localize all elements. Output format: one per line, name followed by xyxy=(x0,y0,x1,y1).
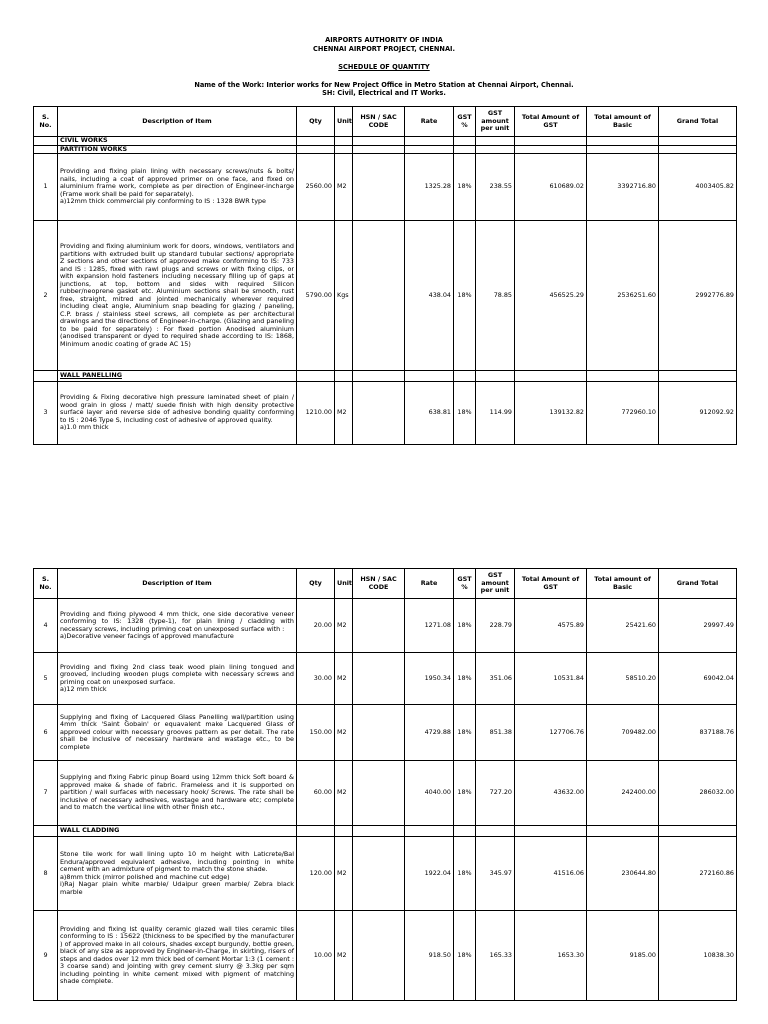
item-description: Providing and fixing plain lining with necessary screws/nuts & bolts/ nails, including a coat of approved primer on one face, and fixed on aluminium frame work, complete as per direction of Engineer-incharge (Frame work shall be paid for separately). a)12mm thick commercial ply conforming to IS : 1328 BWR type xyxy=(58,154,297,221)
item-grand-total: 272160.86 xyxy=(659,837,737,911)
item-gst-amt: 345.97 xyxy=(476,837,515,911)
item-gst-amt: 114.99 xyxy=(476,382,515,445)
item-gst-amt: 228.79 xyxy=(476,599,515,653)
table-row xyxy=(34,382,737,445)
item-gst-pct: 18% xyxy=(454,911,476,1001)
item-description: Providing and fixing plywood 4 mm thick, one side decorative veneer conforming to IS: 1328 (type-1), for plain lining / cladding with necessary screws, including priming coat on unexposed surface with : a)Decorative veneer facings of approved manufacture xyxy=(58,599,297,653)
item-total-gst: 41516.06 xyxy=(515,837,587,911)
col-rate: Rate xyxy=(405,107,454,137)
section-wall-cladding: WALL CLADDING xyxy=(58,826,297,837)
document-title: SCHEDULE OF QUANTITY xyxy=(338,63,430,72)
item-gst-pct: 18% xyxy=(454,761,476,826)
item-grand-total: 4003405.82 xyxy=(659,154,737,221)
item-total-gst: 139132.82 xyxy=(515,382,587,445)
item-hsn xyxy=(353,837,405,911)
item-total-gst: 127706.76 xyxy=(515,705,587,761)
item-grand-total: 912092.92 xyxy=(659,382,737,445)
item-hsn xyxy=(353,761,405,826)
project-name: CHENNAI AIRPORT PROJECT, CHENNAI. xyxy=(312,44,456,53)
col-hsn: HSN / SAC CODE xyxy=(353,107,405,137)
col-qty: Qty xyxy=(297,569,335,599)
item-total-gst: 10531.84 xyxy=(515,653,587,705)
item-total-basic: 230644.80 xyxy=(587,837,659,911)
col-hsn: HSN / SAC CODE xyxy=(353,569,405,599)
item-qty: 10.00 xyxy=(297,911,335,1001)
item-unit: M2 xyxy=(335,382,353,445)
item-hsn xyxy=(353,154,405,221)
item-gst-pct: 18% xyxy=(454,837,476,911)
table-row xyxy=(34,221,737,371)
col-qty: Qty xyxy=(297,107,335,137)
item-unit: M2 xyxy=(335,911,353,1001)
item-qty: 1210.00 xyxy=(297,382,335,445)
item-sno: 9 xyxy=(34,911,58,1001)
item-gst-pct: 18% xyxy=(454,221,476,371)
col-grand-total: Grand Total xyxy=(659,569,737,599)
document-header xyxy=(0,36,768,97)
section-row xyxy=(34,137,737,146)
item-rate: 1950.34 xyxy=(405,653,454,705)
item-hsn xyxy=(353,705,405,761)
item-sno: 7 xyxy=(34,761,58,826)
org-name: AIRPORTS AUTHORITY OF INDIA xyxy=(325,36,443,44)
item-description: Providing & Fixing decorative high pressure laminated sheet of plain / wood grain in gloss / matt/ suede finish with high density protective surface layer and reverse side of adhesive bonding quality conforming to IS : 2046 Type S, including cost of adhesive of approved quality. a)1.0 mm thick xyxy=(58,382,297,445)
section-row xyxy=(34,826,737,837)
col-gst-pct: GST % xyxy=(454,569,476,599)
col-total-basic: Total amount of Basic xyxy=(587,107,659,137)
section-civil-works: CIVIL WORKS xyxy=(58,137,297,146)
item-total-basic: 709482.00 xyxy=(587,705,659,761)
item-gst-pct: 18% xyxy=(454,653,476,705)
item-gst-amt: 238.55 xyxy=(476,154,515,221)
item-total-gst: 43632.00 xyxy=(515,761,587,826)
item-description: Supplying and fixing Fabric pinup Board using 12mm thick Soft board & approved make & shade of fabric. Frameless and it is supported on partition / wall surfaces with necessary hook/ Screws. The rate shall be inclusive of necessary adhesives, wastage and hardware etc; complete and to match the vertical line with other finish etc., xyxy=(58,761,297,826)
item-rate: 1271.08 xyxy=(405,599,454,653)
item-grand-total: 10838.30 xyxy=(659,911,737,1001)
col-gst-amt: GST amount per unit xyxy=(476,569,515,599)
table-row xyxy=(34,705,737,761)
boq-table-2 xyxy=(33,568,737,1001)
item-total-gst: 1653.30 xyxy=(515,911,587,1001)
item-sno: 1 xyxy=(34,154,58,221)
col-total-basic: Total amount of Basic xyxy=(587,569,659,599)
sub-head: SH: Civil, Electrical and IT Works. xyxy=(322,88,446,97)
section-row xyxy=(34,371,737,382)
table-row xyxy=(34,154,737,221)
item-rate: 1325.28 xyxy=(405,154,454,221)
col-unit: Unit xyxy=(335,569,353,599)
col-unit: Unit xyxy=(335,107,353,137)
item-unit: Kgs xyxy=(335,221,353,371)
col-gst-pct: GST % xyxy=(454,107,476,137)
item-qty: 20.00 xyxy=(297,599,335,653)
item-description: Supplying and fixing of Lacquered Glass Panelling wall/partition using 4mm thick 'Saint Gobain' or equavalent make Lacquered Glass of approved colour with necessary grooves pattern as per detail. The rate shall be inclusive of necessary hardware and wastage etc., to be complete xyxy=(58,705,297,761)
item-description: Providing and fixing Ist quality ceramic glazed wall tiles ceramic tiles conforming to IS : 15622 (thickness to be specified by the manufacturer ) of approved make in all colours, shades except burgundy, bottle green, black of any size as approved by Engineer-in-Charge, in skirting, risers of steps and dados over 12 mm thick bed of cement Mortar 1:3 (1 cement : 3 coarse sand) and jointing with grey cement slurry @ 3.3kg per sqm including pointing in white cement mixed with pigment of matching shade complete. xyxy=(58,911,297,1001)
item-grand-total: 286032.00 xyxy=(659,761,737,826)
item-grand-total: 2992776.89 xyxy=(659,221,737,371)
item-description: Stone tile work for wall lining upto 10 m height with Laticrete/Bal Endura/approved equivalent adhesive, including pointing in white cement with an admixture of pigment to match the stone shade. a)8mm thick (mirror polished and machine cut edge) i)Raj Nagar plain white marble/ Udaipur green marble/ Zebra black marble xyxy=(58,837,297,911)
item-total-basic: 772960.10 xyxy=(587,382,659,445)
col-sno: S. No. xyxy=(34,107,58,137)
item-total-gst: 456525.29 xyxy=(515,221,587,371)
col-grand-total: Grand Total xyxy=(659,107,737,137)
col-sno: S. No. xyxy=(34,569,58,599)
table-row xyxy=(34,599,737,653)
item-gst-pct: 18% xyxy=(454,382,476,445)
item-unit: M2 xyxy=(335,599,353,653)
item-total-basic: 58510.20 xyxy=(587,653,659,705)
item-gst-amt: 727.20 xyxy=(476,761,515,826)
col-gst-amt: GST amount per unit xyxy=(476,107,515,137)
col-total-gst: Total Amount of GST xyxy=(515,569,587,599)
item-total-basic: 9185.00 xyxy=(587,911,659,1001)
item-gst-amt: 165.33 xyxy=(476,911,515,1001)
col-rate: Rate xyxy=(405,569,454,599)
item-rate: 4729.88 xyxy=(405,705,454,761)
item-sno: 6 xyxy=(34,705,58,761)
item-sno: 3 xyxy=(34,382,58,445)
table-header-row xyxy=(34,107,737,137)
item-grand-total: 837188.76 xyxy=(659,705,737,761)
item-qty: 120.00 xyxy=(297,837,335,911)
boq-table-1 xyxy=(33,106,737,445)
item-qty: 150.00 xyxy=(297,705,335,761)
item-sno: 2 xyxy=(34,221,58,371)
item-hsn xyxy=(353,221,405,371)
col-desc: Description of Item xyxy=(58,569,297,599)
item-gst-pct: 18% xyxy=(454,154,476,221)
item-total-basic: 3392716.80 xyxy=(587,154,659,221)
item-total-basic: 2536251.60 xyxy=(587,221,659,371)
work-name: Name of the Work: Interior works for New Project Office in Metro Station at Chennai Airport, Chennai. xyxy=(194,80,574,89)
table-row xyxy=(34,911,737,1001)
item-total-gst: 4575.89 xyxy=(515,599,587,653)
item-sno: 4 xyxy=(34,599,58,653)
item-hsn xyxy=(353,653,405,705)
item-rate: 438.04 xyxy=(405,221,454,371)
table-row xyxy=(34,653,737,705)
item-gst-pct: 18% xyxy=(454,599,476,653)
item-rate: 638.81 xyxy=(405,382,454,445)
section-partition-works: PARTITION WORKS xyxy=(58,145,297,154)
item-unit: M2 xyxy=(335,653,353,705)
item-gst-amt: 78.85 xyxy=(476,221,515,371)
table-header-row xyxy=(34,569,737,599)
item-rate: 918.50 xyxy=(405,911,454,1001)
item-total-basic: 25421.60 xyxy=(587,599,659,653)
table-row xyxy=(34,761,737,826)
item-hsn xyxy=(353,599,405,653)
item-total-basic: 242400.00 xyxy=(587,761,659,826)
section-row xyxy=(34,145,737,154)
item-sno: 8 xyxy=(34,837,58,911)
col-total-gst: Total Amount of GST xyxy=(515,107,587,137)
item-unit: M2 xyxy=(335,761,353,826)
item-sno: 5 xyxy=(34,653,58,705)
item-total-gst: 610689.02 xyxy=(515,154,587,221)
item-unit: M2 xyxy=(335,705,353,761)
table-row xyxy=(34,837,737,911)
item-qty: 5790.00 xyxy=(297,221,335,371)
item-grand-total: 69042.04 xyxy=(659,653,737,705)
item-gst-amt: 851.38 xyxy=(476,705,515,761)
item-rate: 4040.00 xyxy=(405,761,454,826)
item-unit: M2 xyxy=(335,154,353,221)
item-hsn xyxy=(353,911,405,1001)
item-qty: 2560.00 xyxy=(297,154,335,221)
item-grand-total: 29997.49 xyxy=(659,599,737,653)
item-description: Providing and fixing aluminium work for doors, windows, ventilators and partitions with extruded built up standard tubular sections/ appropriate Z sections and other sections of approved make conforming to IS: 733 and IS : 1285, fixed with rawl plugs and screws or with fixing clips, or with expansion hold fasteners including necessary filling up of gaps at junctions, at top, bottom and sides with required Silicon rubber/neoprene gasket etc. Aluminium sections shall be smooth, rust free, straight, mitred and jointed mechanically wherever required including cleat angle, Aluminium snap beading for glazing / paneling, C.P. brass / stainless steel screws, all complete as per architectural drawings and the directions of Engineer-in-charge. (Glazing and paneling to be paid for separately) : For fixed portion Anodised aluminium (anodised transparent or dyed to required shade according to IS: 1868, Minimum anodic coating of grade AC 15) xyxy=(58,221,297,371)
col-desc: Description of Item xyxy=(58,107,297,137)
item-qty: 60.00 xyxy=(297,761,335,826)
item-unit: M2 xyxy=(335,837,353,911)
item-qty: 30.00 xyxy=(297,653,335,705)
item-hsn xyxy=(353,382,405,445)
item-gst-amt: 351.06 xyxy=(476,653,515,705)
item-rate: 1922.04 xyxy=(405,837,454,911)
item-description: Providing and fixing 2nd class teak wood plain lining tongued and grooved, including wooden plugs complete with necessary screws and priming coat on unexposed surface. a)12 mm thick xyxy=(58,653,297,705)
item-gst-pct: 18% xyxy=(454,705,476,761)
section-wall-panelling: WALL PANELLING xyxy=(58,371,297,382)
